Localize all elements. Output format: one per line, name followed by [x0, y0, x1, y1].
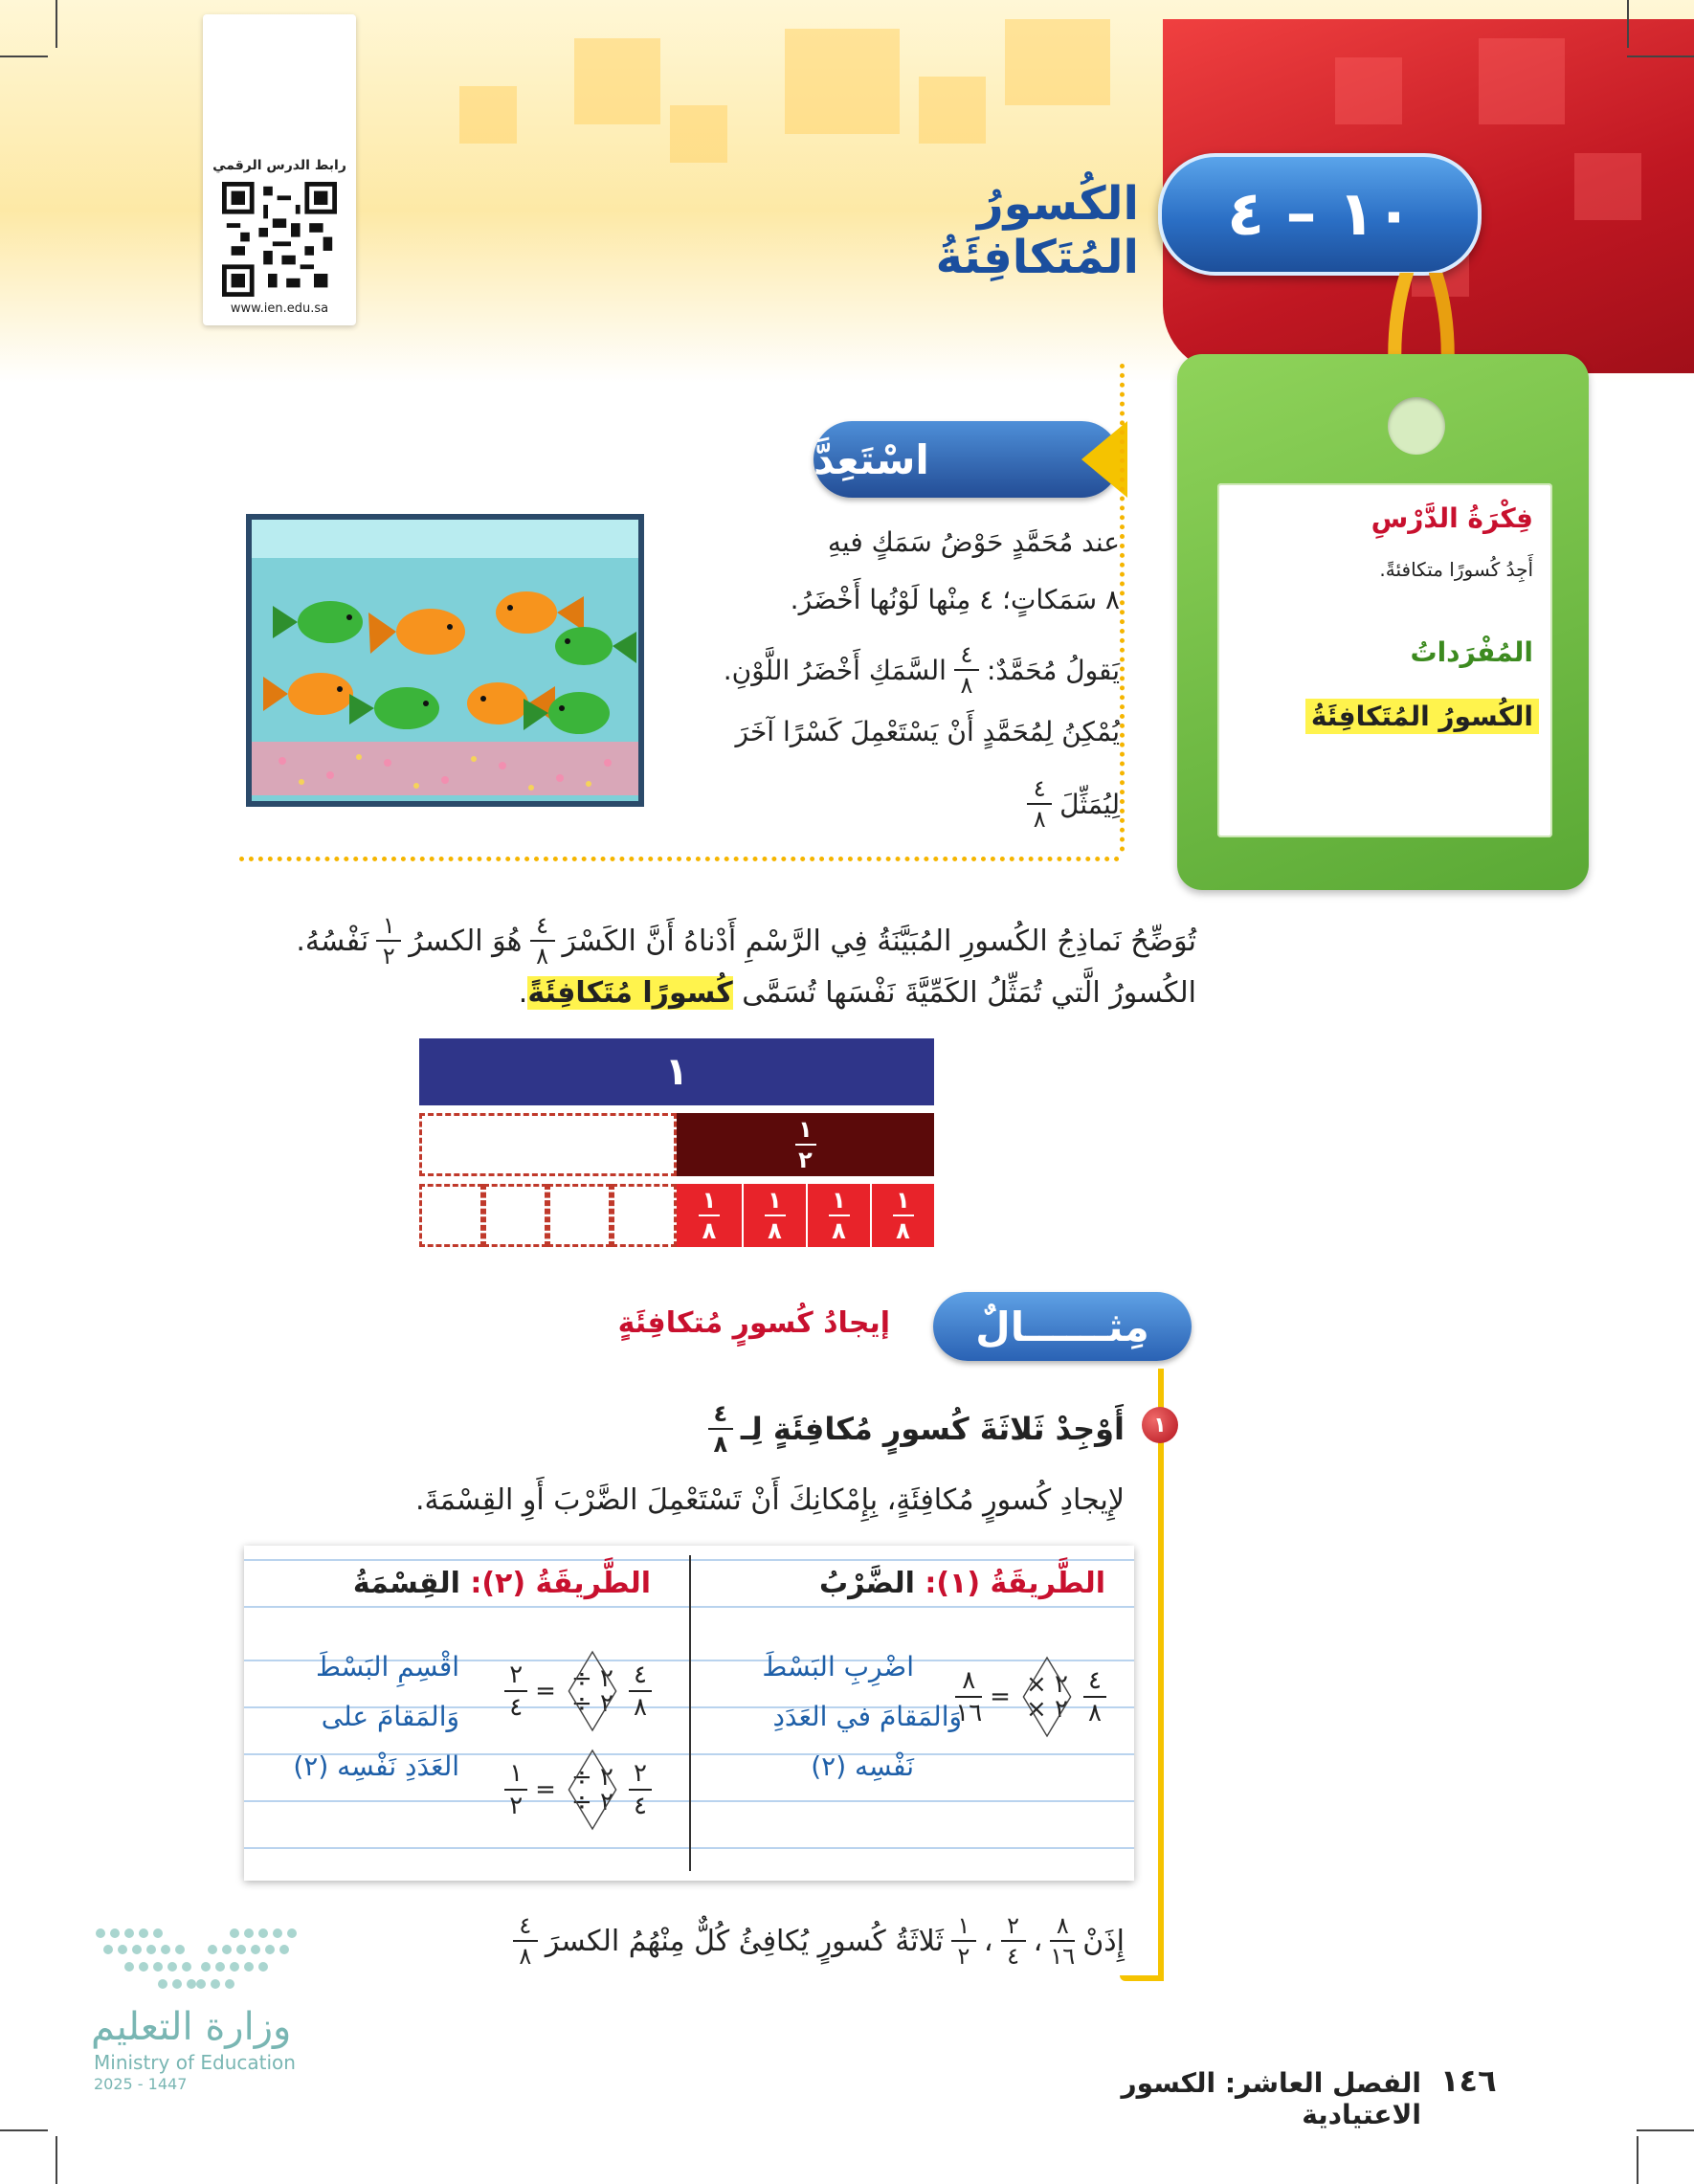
vocab-heading: المُفْرَداتُ — [1410, 636, 1533, 668]
numerator: ١ — [896, 1187, 910, 1214]
method-2-name: القِسْمَةُ — [352, 1567, 460, 1600]
numerator: ١ — [702, 1187, 717, 1214]
half-segment-empty — [419, 1113, 677, 1176]
lesson-idea-card — [1177, 354, 1589, 890]
crop-mark — [1637, 2129, 1694, 2131]
method-2-label: الطَّريقَةُ (٢): — [470, 1567, 651, 1600]
method-1-note: اضْرِبِ البَسْطَ — [762, 1651, 914, 1683]
numerator: ٤ — [634, 1660, 647, 1689]
numerator: ٤ — [519, 1912, 532, 1939]
numerator: ٤ — [960, 641, 973, 668]
method-1-title — [819, 1567, 1105, 1600]
fraction-bar-halves — [419, 1113, 934, 1176]
separator: ، — [1033, 1924, 1043, 1958]
intro-text: تُوَضِّحُ نَماذِجُ الكُسورِ المُبَيَّنَةُ فِي الرَّسْمِ أَدْناهُ أَنَّ الكَسْرَ — [562, 924, 1196, 958]
numerator: ٤ — [1033, 775, 1046, 802]
eighth-segment — [870, 1184, 934, 1247]
lesson-title: الكُسورُ المُتَكافِئَةُ — [935, 177, 1139, 284]
question-prompt: أَوْجِدْ ثَلاثَةَ كُسورٍ مُكافِئَةٍ لِـ — [740, 1411, 1125, 1447]
denominator: ٢ — [957, 1943, 970, 1970]
eighth-segment — [742, 1184, 806, 1247]
example-side-line — [1120, 1975, 1164, 1981]
ministry-year: 2025 - 1447 — [94, 2075, 188, 2093]
operator: × — [1025, 1695, 1047, 1724]
question-text — [701, 1402, 1125, 1456]
divisor-diamond — [564, 1662, 621, 1720]
numerator: ١ — [957, 1912, 970, 1939]
operator: ÷ — [570, 1664, 592, 1693]
question-explanation: لإِيجادِ كُسورٍ مُكافِئَةٍ، بِإِمْكانِكَ أَنْ تَسْتَعْمِلَ الضَّرْبَ أَوِ القِسْمَةَ. — [414, 1483, 1125, 1517]
eighth-segment — [677, 1184, 742, 1247]
method-2-note: العَدَدِ نَفْسِه (٢) — [293, 1750, 459, 1782]
numerator: ٨ — [962, 1666, 976, 1695]
numerator: ٢ — [509, 1660, 524, 1689]
methods-panel — [244, 1546, 1134, 1881]
denominator: ٤ — [1007, 1943, 1020, 1970]
fish-tank-illustration — [244, 512, 646, 809]
eighth-segment-empty — [483, 1184, 547, 1247]
fraction — [795, 1118, 816, 1171]
operator: ÷ — [570, 1788, 592, 1816]
ministry-name-ar: وزارة التعليم — [91, 2005, 292, 2049]
fraction — [954, 643, 979, 697]
crop-mark — [56, 2136, 57, 2184]
method-1-note: نَفْسِه (٢) — [811, 1750, 914, 1782]
denominator: ١٦ — [1050, 1943, 1076, 1970]
fraction — [1050, 1914, 1075, 1968]
fraction — [504, 1761, 527, 1818]
fraction — [1083, 1668, 1106, 1726]
numerator: ١ — [798, 1116, 813, 1143]
operator: ÷ — [570, 1689, 592, 1718]
denominator: ٢ — [382, 943, 395, 969]
fraction-bar-eighths — [419, 1184, 934, 1247]
intro-line: الكُسورُ الَّتي تُمَثِّلُ الكَمِّيَّةَ نَفْسَها تُسَمَّى كُسورًا مُتَكافِئَةً. — [518, 976, 1196, 1010]
numerator: ٤ — [536, 912, 548, 939]
intro-text: الكُسورُ الَّتي تُمَثِّلُ الكَمِّيَّةَ نَفْسَها تُسَمَّى — [742, 976, 1196, 1010]
fraction — [951, 1914, 976, 1968]
lesson-number-badge — [1158, 153, 1482, 276]
get-ready-text: السَّمَكِ أَخْضَرُ اللَّوْنِ. — [723, 654, 947, 686]
crop-mark — [56, 0, 57, 48]
method-1-name: الضَّرْبُ — [818, 1567, 915, 1600]
ministry-name-en: Ministry of Education — [94, 2051, 296, 2074]
qr-code-icon[interactable] — [222, 182, 337, 297]
method-1-label: الطَّريقَةُ (١): — [925, 1567, 1105, 1600]
fraction — [629, 1662, 652, 1720]
numerator: ١ — [509, 1759, 524, 1788]
denominator: ٤ — [634, 1792, 647, 1820]
denominator: ٤ — [509, 1693, 524, 1722]
get-ready-label: اسْتَعِدَّ — [814, 435, 929, 483]
fraction — [708, 1402, 733, 1456]
get-ready-text: لِيُمَثِّلَ — [1059, 788, 1120, 820]
qr-url[interactable]: www.ien.edu.sa — [230, 301, 329, 316]
crop-mark — [1627, 56, 1694, 57]
conclusion-line — [505, 1914, 1125, 1968]
numerator: ٢ — [1007, 1912, 1020, 1939]
dotted-divider — [239, 857, 1120, 861]
numerator: ٨ — [1056, 1912, 1069, 1939]
operator: ÷ — [570, 1763, 592, 1792]
fraction — [629, 1761, 652, 1818]
numerator: ٢ — [600, 1664, 613, 1693]
multiplier-diamond — [1018, 1668, 1076, 1726]
dotted-divider — [1120, 364, 1125, 852]
get-ready-badge — [814, 421, 1120, 498]
get-ready-line: عند مُحَمَّدٍ حَوْضُ سَمَكٍ فيهِ — [827, 526, 1120, 558]
page-number: ١٤٦ — [1440, 2062, 1497, 2099]
vocab-term: الكُسورُ المُتَكافِئَةُ — [1305, 699, 1539, 734]
numerator: ٤ — [713, 1400, 728, 1427]
numerator: ١ — [768, 1187, 782, 1214]
denominator: ٨ — [832, 1217, 846, 1244]
qr-label: رابط الدرس الرقمي — [212, 158, 346, 173]
half-segment — [677, 1113, 934, 1176]
get-ready-text: يَقولُ مُحَمَّدٌ: — [986, 654, 1120, 686]
get-ready-line — [724, 643, 1120, 697]
denominator: ٨ — [1088, 1699, 1102, 1727]
lesson-idea-panel — [1217, 483, 1552, 837]
fraction — [1027, 777, 1052, 831]
crop-mark — [0, 2129, 48, 2131]
numerator: ١ — [382, 912, 395, 939]
highlighted-term: كُسورًا مُتَكافِئَةً — [527, 976, 733, 1010]
lesson-number: ١٠ – ٤ — [1227, 179, 1413, 250]
fraction — [1001, 1914, 1026, 1968]
intro-line — [296, 914, 1196, 968]
denominator: ٨ — [768, 1217, 782, 1244]
denominator: ١٦ — [955, 1699, 983, 1727]
eighth-segment-empty — [612, 1184, 677, 1247]
denominator: ٨ — [896, 1217, 910, 1244]
example-heading: إيجادُ كُسورٍ مُتكافِئَةٍ — [617, 1306, 890, 1340]
method-2-title — [353, 1567, 651, 1600]
denominator: ٨ — [702, 1217, 717, 1244]
get-ready-line: ٨ سَمَكاتٍ؛ ٤ مِنْها لَوْنُها أَخْضَرُ. — [790, 584, 1120, 615]
methods-divider — [689, 1555, 691, 1871]
separator: ، — [983, 1924, 993, 1958]
operator: × — [1025, 1670, 1047, 1699]
numerator: ٢ — [1055, 1670, 1068, 1699]
method-1-note: وَالمَقامَ في العَدَدِ — [772, 1701, 962, 1732]
chapter-label: الفصل العاشر: الكسور الاعتيادية — [1121, 2067, 1421, 2130]
intro-text: نَفْسُهُ. — [296, 924, 369, 958]
fraction — [530, 914, 555, 968]
card-hole — [1388, 397, 1445, 455]
eighth-segment — [806, 1184, 870, 1247]
method-2-note: وَالمَقامَ على — [321, 1701, 459, 1732]
method-1-equation: ٨ ١٦ = × ٢ × ٢ ٤ ٨ — [951, 1668, 1110, 1726]
method-2-equation-2: ١ ٢ = ÷ ٢ ÷ ٢ ٢ ٤ — [501, 1761, 656, 1818]
denominator: ٨ — [960, 672, 973, 699]
fraction — [504, 1662, 527, 1720]
ministry-logo-icon — [91, 1919, 301, 2005]
crop-mark — [0, 56, 48, 57]
conclusion-prefix: إِذَنْ — [1082, 1924, 1125, 1958]
fraction — [513, 1914, 538, 1968]
get-ready-line — [1019, 777, 1120, 831]
crop-mark — [1637, 2136, 1638, 2184]
divisor-diamond — [564, 1761, 621, 1818]
denominator: ٢ — [509, 1792, 524, 1820]
denominator: ٢ — [600, 1689, 613, 1718]
qr-card[interactable] — [203, 14, 356, 325]
numerator: ٢ — [600, 1763, 613, 1792]
numerator: ٢ — [634, 1759, 647, 1788]
lesson-idea-text: أَجِدُ كُسورًا متكافئةً. — [1379, 558, 1533, 581]
denominator: ٢ — [798, 1147, 813, 1173]
intro-text: هُوَ الكسرُ — [409, 924, 523, 958]
denominator: ٢ — [600, 1788, 613, 1816]
eighth-segment-empty — [419, 1184, 483, 1247]
lesson-idea-heading: فِكْرَةُ الدَّرْسِ — [1371, 502, 1533, 534]
get-ready-line: يُمْكِنُ لِمُحَمَّدٍ أَنْ يَسْتَعْمِلَ كَسْرًا آخَرَ — [735, 716, 1120, 747]
method-2-note: اقْسِمِ البَسْطَ — [316, 1651, 459, 1683]
eighth-segment-empty — [547, 1184, 612, 1247]
example-label: مِثــــــالٌ — [975, 1303, 1149, 1350]
whole-label: ١ — [664, 1050, 689, 1094]
fraction-bar-whole — [419, 1038, 934, 1105]
numerator: ٤ — [1088, 1666, 1102, 1695]
denominator: ٢ — [1055, 1695, 1068, 1724]
question-number-badge: ١ — [1142, 1407, 1178, 1443]
example-side-line — [1158, 1369, 1164, 1981]
denominator: ٨ — [519, 1943, 532, 1970]
denominator: ٨ — [634, 1693, 647, 1722]
denominator: ٨ — [713, 1431, 728, 1458]
crop-mark — [1627, 0, 1629, 48]
numerator: ١ — [832, 1187, 846, 1214]
denominator: ٨ — [1033, 806, 1046, 833]
denominator: ٨ — [536, 943, 548, 969]
conclusion-text: ثَلاثَةُ كُسورٍ يُكافِئُ كُلٌّ مِنْهُمُ الكسرَ — [545, 1924, 944, 1958]
method-2-equation-1: ٢ ٤ = ÷ ٢ ÷ ٢ ٤ ٨ — [501, 1662, 656, 1720]
example-badge — [933, 1292, 1192, 1361]
fraction — [376, 914, 401, 968]
